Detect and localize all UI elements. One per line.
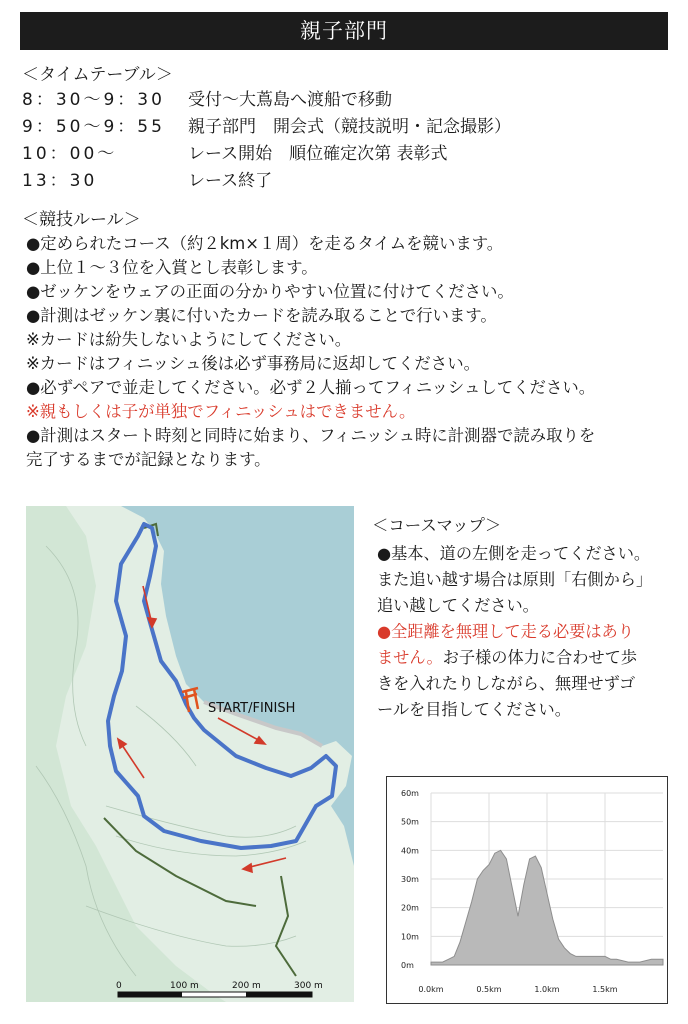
rule-item: ●計測はスタート時刻と同時に始まり、フィニッシュ時に計測器で読み取りを	[26, 426, 596, 445]
timetable-desc: レース終了	[188, 171, 273, 191]
rule-note: ※カードは紛失しないようにしてください。	[26, 330, 352, 349]
x-tick-label: 1.5km	[592, 985, 618, 994]
course-warning: 全距離を無理して走る必要はあり	[391, 622, 634, 641]
elevation-chart	[387, 777, 667, 1003]
rules-list	[26, 232, 676, 472]
rule-item: ●上位１〜３位を入賞とし表彰します。	[26, 258, 318, 277]
x-tick-label: 0.5km	[476, 985, 502, 994]
map-start-label: START/FINISH	[208, 701, 296, 716]
course-warning: ません。	[377, 648, 443, 667]
timetable-heading: ＜タイムテーブル＞	[22, 65, 173, 85]
course-notes	[377, 541, 677, 723]
rule-warning: ※親もしくは子が単独でフィニッシュはできません。	[26, 402, 416, 421]
rule-item: ●必ずペアで並走してください。必ず２人揃ってフィニッシュしてください。	[26, 378, 596, 397]
scale-label: 200 m	[232, 981, 261, 991]
timetable-desc: レース開始 順位確定次第 表彰式	[188, 144, 448, 164]
timetable-time: 13：30	[22, 171, 98, 191]
y-tick-label: 60m	[401, 789, 419, 798]
y-tick-label: 50m	[401, 817, 419, 827]
elevation-profile	[386, 776, 668, 1004]
rule-item: 完了するまでが記録となります。	[26, 450, 271, 469]
timetable-desc: 親子部門 開会式（競技説明・記念撮影）	[188, 117, 511, 137]
page-title: 親子部門	[20, 12, 668, 50]
course-note	[377, 645, 677, 671]
y-tick-label: 40m	[401, 846, 419, 856]
rule-item: ●定められたコース（約２km×１周）を走るタイムを競います。	[26, 234, 504, 253]
course-note	[377, 619, 677, 645]
rules-heading: ＜競技ルール＞	[22, 210, 141, 230]
course-note: ールを目指してください。	[377, 700, 571, 719]
y-tick-label: 20m	[401, 903, 419, 913]
rule-note: ※カードはフィニッシュ後は必ず事務局に返却してください。	[26, 354, 480, 373]
timetable-time: 8：30〜9：30	[22, 90, 165, 110]
y-tick-label: 0m	[401, 961, 414, 970]
course-note: 追い越してください。	[377, 596, 539, 615]
timetable-desc: 受付〜大蔦島へ渡船で移動	[188, 90, 392, 110]
timetable-time: 10：00〜	[22, 144, 118, 164]
course-map-svg	[26, 506, 354, 1002]
course-bullet: ●	[377, 622, 392, 641]
y-tick-label: 10m	[401, 932, 419, 942]
course-note: きを入れたりしながら、無理せずゴ	[377, 674, 636, 693]
course-map	[26, 506, 354, 1002]
course-note: ●基本、道の左側を走ってください。	[377, 544, 651, 563]
y-tick-label: 30m	[401, 875, 419, 884]
timetable-time: 9：50〜9：55	[22, 117, 165, 137]
course-map-heading: ＜コースマップ＞	[372, 516, 502, 535]
scale-label: 100 m	[170, 981, 199, 991]
rule-item: ●ゼッケンをウェアの正面の分かりやすい位置に付けてください。	[26, 282, 514, 301]
scale-label: 300 m	[294, 981, 323, 991]
course-note-text: お子様の体力に合わせて歩	[442, 648, 637, 667]
course-note: また追い越す場合は原則「右側から」	[377, 570, 653, 589]
rule-item: ●計測はゼッケン裏に付いたカードを読み取ることで行います。	[26, 306, 497, 325]
x-tick-label: 0.0km	[418, 985, 444, 994]
scale-label: 0	[116, 981, 122, 991]
x-tick-label: 1.0km	[534, 985, 560, 994]
